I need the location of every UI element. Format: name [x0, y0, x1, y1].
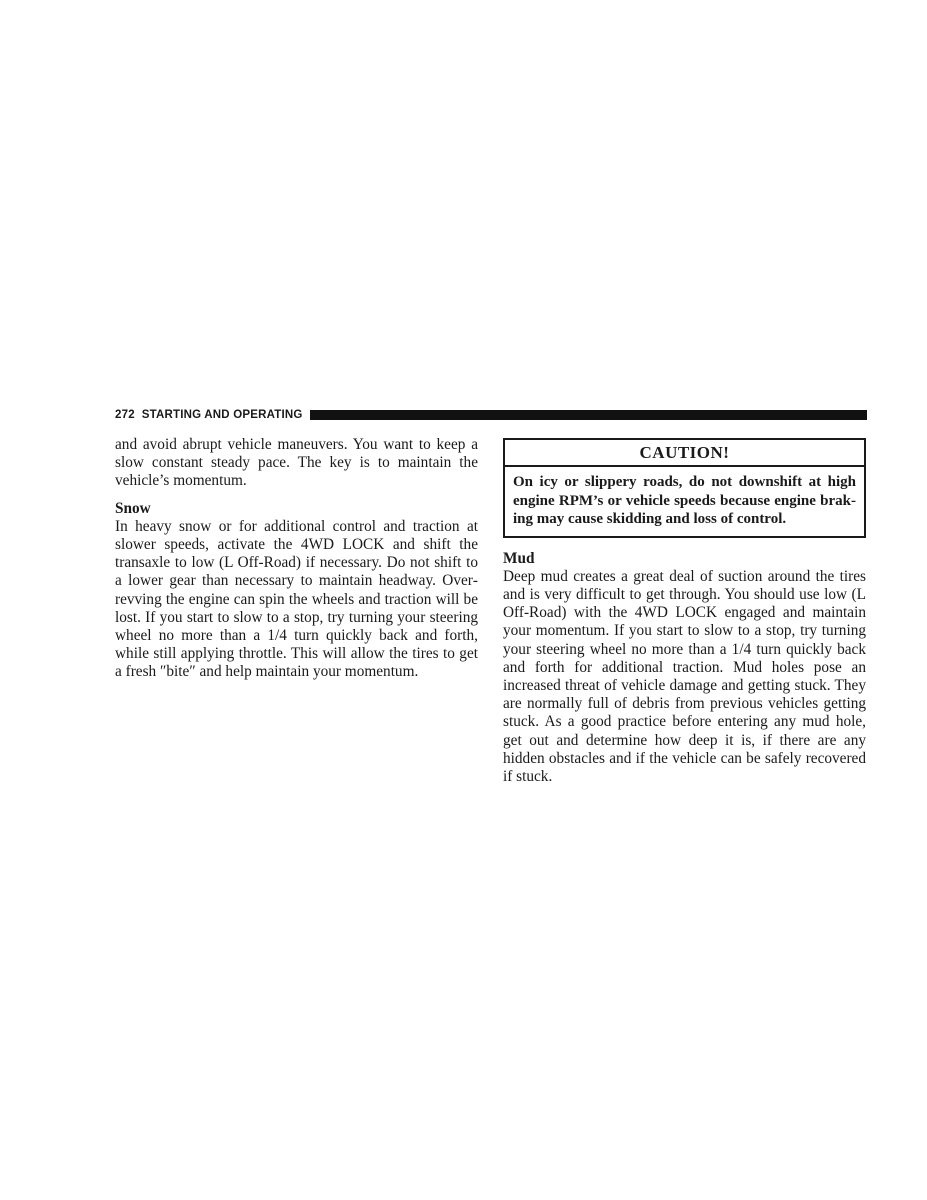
caution-box: [503, 438, 866, 538]
header-rule: [310, 410, 867, 420]
intro-paragraph: and avoid abrupt vehicle maneuvers. You want to keep a slow constant steady pace. The key is to maintain the vehicle’s momentum.: [115, 436, 478, 490]
snow-heading: Snow: [115, 499, 151, 517]
caution-text: On icy or slippery roads, do not downshift at high engine RPM’s or vehicle speeds because engine braking may cause skidding and loss of control.: [513, 474, 856, 527]
left-column: [115, 436, 478, 682]
snow-paragraph: In heavy snow or for additional control and traction at slower speeds, activate the 4WD LOCK and shift the transaxle to low (L Off-Road) if necessary. Do not shift to a lower gear than necessary to maintain headway. Overrevving the engine can spin the wheels and traction will be lost. If you start to slow to a stop, try turning your steering wheel no more than a 1/4 turn quickly back and forth, while still applying throttle. This will allow the tires to get a fresh ″bite″ and help maintain your momentum.: [115, 517, 478, 681]
mud-paragraph: Deep mud creates a great deal of suction around the tires and is very difficult to get through. You should use low (L Off-Road) with the 4WD LOCK engaged and maintain your momentum. If you start to slow to a stop, try turning your steering wheel no more than a 1/4 turn quickly back and forth for additional traction. Mud holes pose an increased threat of vehicle damage and getting stuck. They are normally full of debris from previous vehicles getting stuck. As a good practice before entering any mud hole, get out and determine how deep it is, if there are any hidden obstacles and if the vehicle can be safely recovered if stuck.: [503, 567, 866, 785]
page-header: [115, 408, 867, 422]
mud-heading: Mud: [503, 549, 535, 567]
page-number: 272: [115, 409, 135, 421]
section-title: STARTING AND OPERATING: [141, 409, 303, 421]
caution-title: CAUTION!: [505, 440, 864, 467]
right-column: [503, 438, 866, 786]
